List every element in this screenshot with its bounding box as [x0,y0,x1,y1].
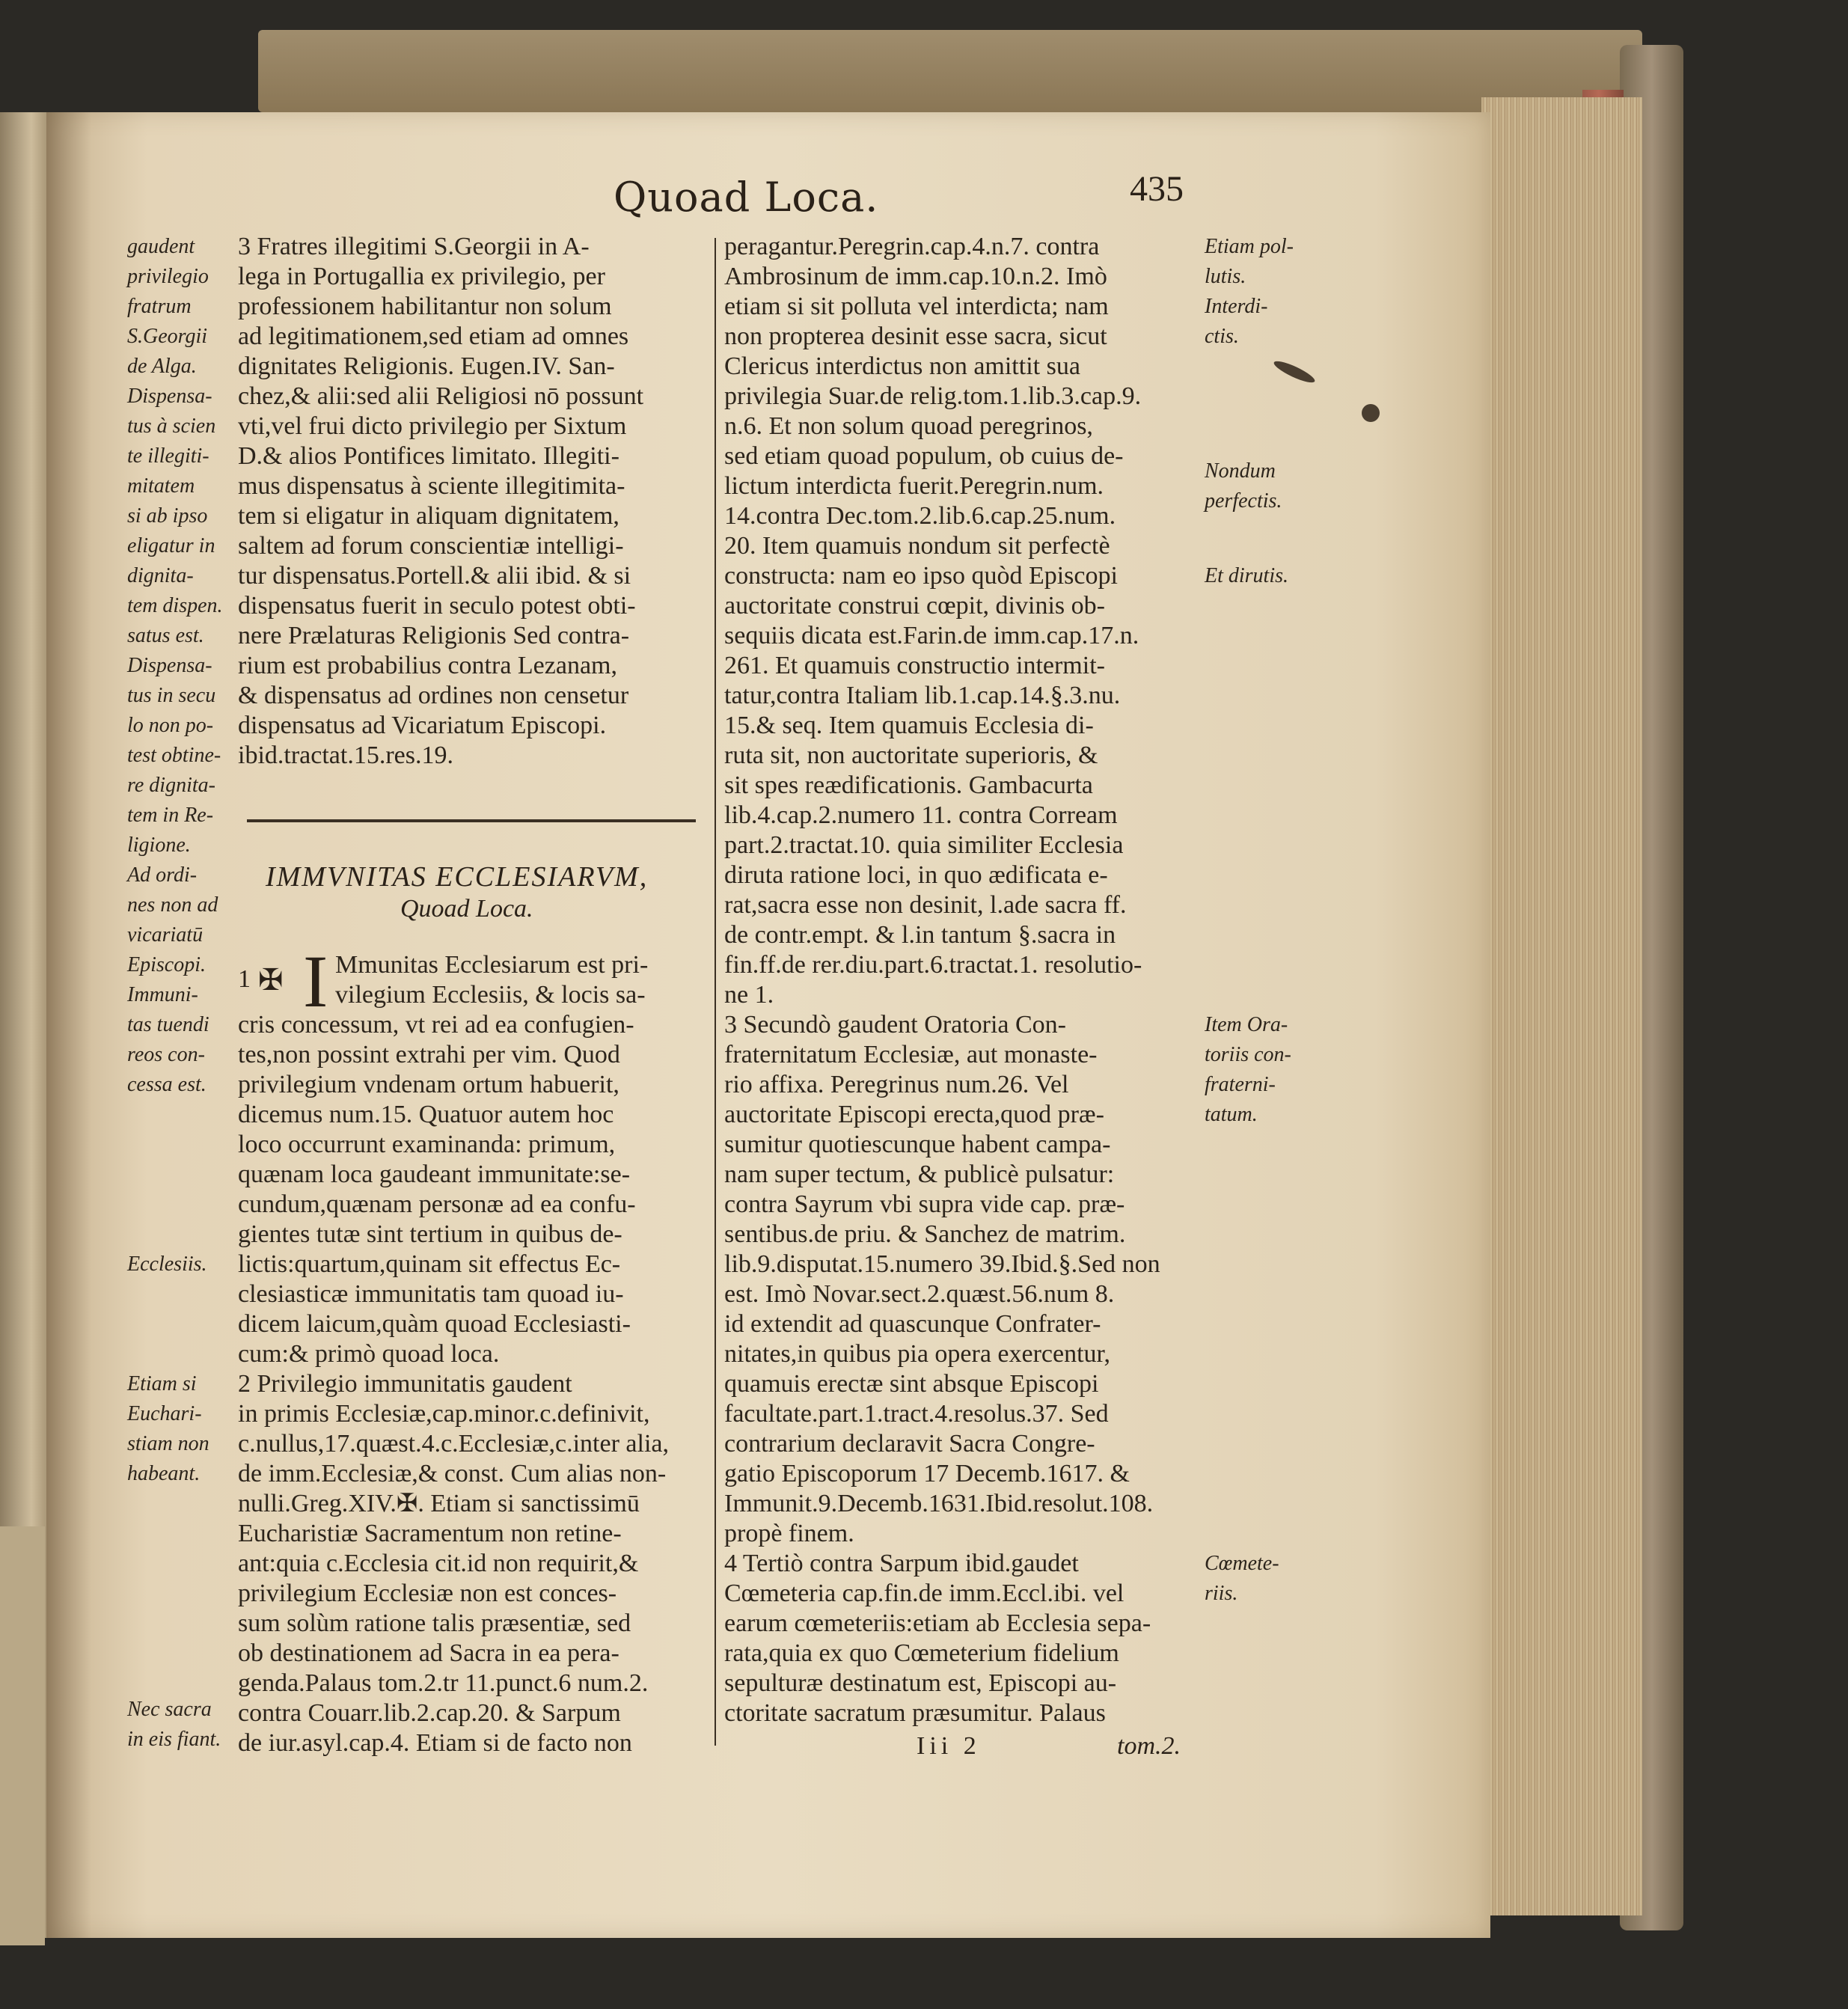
text-line: lega in Portugallia ex privilegio, per [238,263,605,290]
text-line: rium est probabilius contra Lezanam, [238,652,617,679]
margin-note-line: S.Georgii [127,325,208,348]
text-line: mus dispensatus à sciente illegitimita- [238,472,625,500]
text-line: professionem habilitantur non solum [238,293,612,320]
margin-note-line: Interdi- [1205,295,1268,318]
left-column-bottom [238,950,706,1758]
text-line: D.& alios Pontifices limitato. Illegiti- [238,442,619,470]
paragraph-number: 1 [238,965,251,993]
margin-note-line: te illegiti- [127,444,209,468]
text-line: tur dispensatus.Portell.& alii ibid. & si [238,562,631,590]
drop-cap: I [303,940,328,1023]
margin-note-line: vicariatū [127,923,204,947]
text-line: 4 Tertiò contra Sarpum ibid.gaudet [724,1550,1079,1577]
text-line: ad legitimationem,sed etiam ad omnes [238,322,629,350]
section-rule [247,819,696,822]
text-line: gientes tutæ sint tertium in quibus de- [238,1220,622,1248]
text-line: diruta ratione loci, in quo ædificata e- [724,861,1108,889]
margin-note [127,1369,236,1489]
text-line: rat,sacra esse non desinit, l.ade sacra ff. [724,891,1127,919]
page-fore-edge [1481,97,1642,1915]
text-line: part.2.tractat.10. quia similiter Ecclesia [724,831,1124,859]
margin-note-line: satus est. [127,624,204,647]
text-line: 261. Et quamuis constructio intermit- [724,652,1105,679]
margin-note-line: lo non po- [127,714,214,737]
margin-note-line: Immuni- [127,983,198,1006]
margin-note-line: Cœmete- [1205,1552,1279,1575]
running-head: Quoad Loca. [614,174,879,221]
text-line: tes,non possint extrahi per vim. Quod [238,1041,620,1068]
text-line: nitates,in quibus pia opera exercentur, [724,1340,1111,1368]
margin-note-line: Etiam pol- [1205,235,1294,258]
text-line: n.6. Et non solum quoad peregrinos, [724,412,1093,440]
margin-note-line: fratrum [127,295,192,318]
margin-note [127,232,236,651]
text-line: 3 Fratres illegitimi S.Georgii in A- [238,233,590,260]
margin-note-line: tem dispen. [127,594,223,617]
text-line: & dispensatus ad ordines non censetur [238,682,629,709]
text-line: clesiasticæ immunitatis tam quoad iu- [238,1280,624,1308]
margin-note [1205,1549,1291,1609]
text-line: tem si eligatur in aliquam dignitatem, [238,502,619,530]
margin-note-line: Dispensa- [127,654,212,677]
margin-note-line: Ecclesiis. [127,1253,207,1276]
margin-note-line: perfectis. [1205,489,1282,513]
text-line: auctoritate Episcopi erecta,quod præ- [724,1101,1104,1128]
text-line: earum cœmeteriis:etiam ab Ecclesia sepa- [724,1609,1151,1637]
text-line: propè finem. [724,1520,854,1547]
margin-note-line: de Alga. [127,355,197,378]
text-line: cum:& primò quoad loca. [238,1340,500,1368]
text-line: dispensatus fuerit in seculo potest obti- [238,592,636,620]
text-line: etiam si sit polluta vel interdicta; nam [724,293,1109,320]
text-line: de imm.Ecclesiæ,& const. Cum alias non- [238,1460,667,1487]
right-column [724,232,1192,1728]
margin-note-line: mitatem [127,474,195,498]
margin-note-line: riis. [1205,1582,1238,1605]
text-line: contra Sayrum vbi supra vide cap. præ- [724,1190,1125,1218]
text-line: fin.ff.de rer.diu.part.6.tractat.1. resolutio- [724,951,1142,979]
margin-note-line: ligione. [127,834,191,857]
margin-note-line: eligatur in [127,534,215,557]
text-line: sequiis dicata est.Farin.de imm.cap.17.n. [724,622,1139,649]
text-line: rio affixa. Peregrinus num.26. Vel [724,1071,1069,1098]
text-line: loco occurrunt examinanda: primum, [238,1131,616,1158]
text-line: dicem laicum,quàm quoad Ecclesiasti- [238,1310,631,1338]
text-line: contra Couarr.lib.2.cap.20. & Sarpum [238,1699,621,1727]
margin-note-line: lutis. [1205,265,1246,288]
text-line: genda.Palaus tom.2.tr 11.punct.6 num.2. [238,1669,649,1697]
margin-note [127,1250,236,1279]
margin-note-line: privilegio [127,265,209,288]
text-line: vti,vel frui dicto privilegio per Sixtum [238,412,627,440]
cross-mark: ✠ [258,963,284,997]
text-line: cundum,quænam personæ ad ea confu- [238,1190,636,1218]
text-line: Mmunitas Ecclesiarum est pri- [335,951,649,979]
text-line: sepulturæ destinatum est, Episcopi au- [724,1669,1117,1697]
margin-note-line: si ab ipso [127,504,208,528]
text-line: quamuis erectæ sint absque Episcopi [724,1370,1099,1398]
text-line: id extendit ad quascunque Confrater- [724,1310,1101,1338]
margin-note-line: Dispensa- [127,385,212,408]
text-line: ruta sit, non auctoritate superioris, & [724,741,1098,769]
text-line: Cœmeteria cap.fin.de imm.Eccl.ibi. vel [724,1580,1125,1607]
margin-note-line: ctis. [1205,325,1239,348]
text-line: 20. Item quamuis nondum sit perfectè [724,532,1110,560]
text-line: dispensatus ad Vicariatum Episcopi. [238,712,607,739]
stain-mark [1362,404,1380,422]
catchword: tom.2. [1117,1732,1181,1760]
text-line: gatio Episcoporum 17 Decemb.1617. & [724,1460,1130,1487]
text-line: 2 Privilegio immunitatis gaudent [238,1370,572,1398]
text-line: chez,& alii:sed alii Religiosi nō possunt [238,382,644,410]
margin-note [1205,232,1294,292]
margin-note-line: stiam non [127,1432,209,1455]
text-line: lictis:quartum,quinam sit effectus Ec- [238,1250,621,1278]
text-line: 14.contra Dec.tom.2.lib.6.cap.25.num. [724,502,1116,530]
text-line: est. Imò Novar.sect.2.quæst.56.num 8. [724,1280,1115,1308]
text-line: privilegia Suar.de relig.tom.1.lib.3.cap.9. [724,382,1142,410]
text-line: Immunit.9.Decemb.1631.Ibid.resolut.108. [724,1490,1154,1517]
text-line: lictum interdicta fuerit.Peregrin.num. [724,472,1104,500]
text-line: de iur.asyl.cap.4. Etiam si de facto non [238,1729,632,1757]
margin-note-line: tus in secu [127,684,216,707]
facing-page-fringe [0,1526,45,1945]
text-line: c.nullus,17.quæst.4.c.Ecclesiæ,c.inter alia, [238,1430,669,1458]
text-line: saltem ad forum conscientiæ intelligi- [238,532,624,560]
text-line: Clericus interdictus non amittit sua [724,352,1080,380]
margin-note [127,860,236,1100]
text-line: sum solùm ratione talis præsentiæ, sed [238,1609,631,1637]
text-line: de contr.empt. & l.in tantum §.sacra in [724,921,1116,949]
margin-note-line: Et dirutis. [1205,564,1289,587]
column-divider [715,238,716,1746]
margin-note [1205,456,1291,516]
text-line: cris concessum, vt rei ad ea confugien- [238,1011,634,1039]
text-line: nam super tectum, & publicè pulsatur: [724,1161,1115,1188]
text-line: ob destinationem ad Sacra in ea pera- [238,1639,619,1667]
margin-note [127,1695,236,1755]
text-line: peragantur.Peregrin.cap.4.n.7. contra [724,233,1100,260]
text-line: non propterea desinit esse sacra, sicut [724,322,1107,350]
text-line: nere Prælaturas Religionis Sed contra- [238,622,630,649]
margin-note-line: tas tuendi [127,1013,209,1036]
margin-note-line: habeant. [127,1462,201,1485]
page-number: 435 [1130,169,1184,209]
margin-note-line: test obtine- [127,744,221,767]
text-line: vilegium Ecclesiis, & locis sa- [335,981,646,1009]
text-line: in primis Ecclesiæ,cap.minor.c.definivit, [238,1400,650,1428]
text-line: sed etiam quoad populum, ob cuius de- [724,442,1124,470]
text-line: Ambrosinum de imm.cap.10.n.2. Imò [724,263,1107,290]
text-line: facultate.part.1.tract.4.resolus.37. Sed [724,1400,1109,1428]
text-line: contrarium declaravit Sacra Congre- [724,1430,1095,1458]
margin-note-line: Nondum [1205,459,1276,483]
margin-note-line: Nec sacra [127,1698,212,1721]
text-line: tatur,contra Italiam lib.1.cap.14.§.3.nu. [724,682,1121,709]
margin-note [127,651,236,860]
text-line: lib.4.cap.2.numero 11. contra Corream [724,801,1118,829]
text-line: sentibus.de priu. & Sanchez de matrim. [724,1220,1126,1248]
text-line: fraternitatum Ecclesiæ, aut monaste- [724,1041,1098,1068]
text-line: 15.& seq. Item quamuis Ecclesia di- [724,712,1094,739]
text-line: ctoritate sacratum præsumitur. Palaus [724,1699,1106,1727]
section-heading: IMMVNITAS ECCLESIARVM, [266,861,649,893]
margin-note-line: re dignita- [127,774,215,797]
margin-note [1205,292,1291,352]
margin-note [1205,1010,1291,1130]
margin-note-line: Etiam si [127,1372,197,1395]
text-line: nulli.Greg.XIV.✠. Etiam si sanctissimū [238,1490,640,1517]
margin-note-line: Episcopi. [127,953,206,976]
text-line: ibid.tractat.15.res.19. [238,741,453,769]
text-line: privilegium Ecclesiæ non est conces- [238,1580,617,1607]
text-line: Eucharistiæ Sacramentum non retine- [238,1520,622,1547]
margin-note-line: dignita- [127,564,194,587]
margin-note-line: Euchari- [127,1402,202,1425]
margin-note [1205,561,1291,591]
book-top-edge [258,30,1642,112]
text-line: sit spes reædificationis. Gambacurta [724,771,1093,799]
text-line: dicemus num.15. Quatuor autem hoc [238,1101,614,1128]
text-line: dignitates Religionis. Eugen.IV. San- [238,352,615,380]
text-line: ant:quia c.Ecclesia cit.id non requirit,& [238,1550,639,1577]
margin-note-line: Item Ora- [1205,1013,1288,1036]
margin-note-line: toriis con- [1205,1043,1291,1066]
section-subheading: Quoad Loca. [400,895,533,923]
margin-note-line: tus à scien [127,415,216,438]
margin-note-line: reos con- [127,1043,205,1066]
margin-note-line: in eis fiant. [127,1728,221,1751]
text-line: 3 Secundò gaudent Oratoria Con- [724,1011,1066,1039]
margin-note-line: cessa est. [127,1073,206,1096]
margin-note-line: tem in Re- [127,804,214,827]
margin-note-line: gaudent [127,235,195,258]
text-line: rata,quia ex quo Cœmeterium fidelium [724,1639,1119,1667]
text-line: lib.9.disputat.15.numero 39.Ibid.§.Sed non [724,1250,1160,1278]
text-line: sumitur quotiescunque habent campa- [724,1131,1111,1158]
margin-note-line: Ad ordi- [127,863,198,887]
text-line: ne 1. [724,981,774,1009]
gutter-shadow [46,112,91,1938]
text-line: auctoritate construi cœpit, divinis ob- [724,592,1105,620]
signature-mark: Iii 2 [917,1732,981,1760]
text-line: privilegium vndenam ortum habuerit, [238,1071,619,1098]
left-column-top [238,232,706,771]
text-line: constructa: nam eo ipso quòd Episcopi [724,562,1118,590]
margin-note-line: nes non ad [127,893,218,917]
margin-note-line: tatum. [1205,1103,1258,1126]
margin-note-line: fraterni- [1205,1073,1276,1096]
text-line: quænam loca gaudeant immunitate:se- [238,1161,631,1188]
